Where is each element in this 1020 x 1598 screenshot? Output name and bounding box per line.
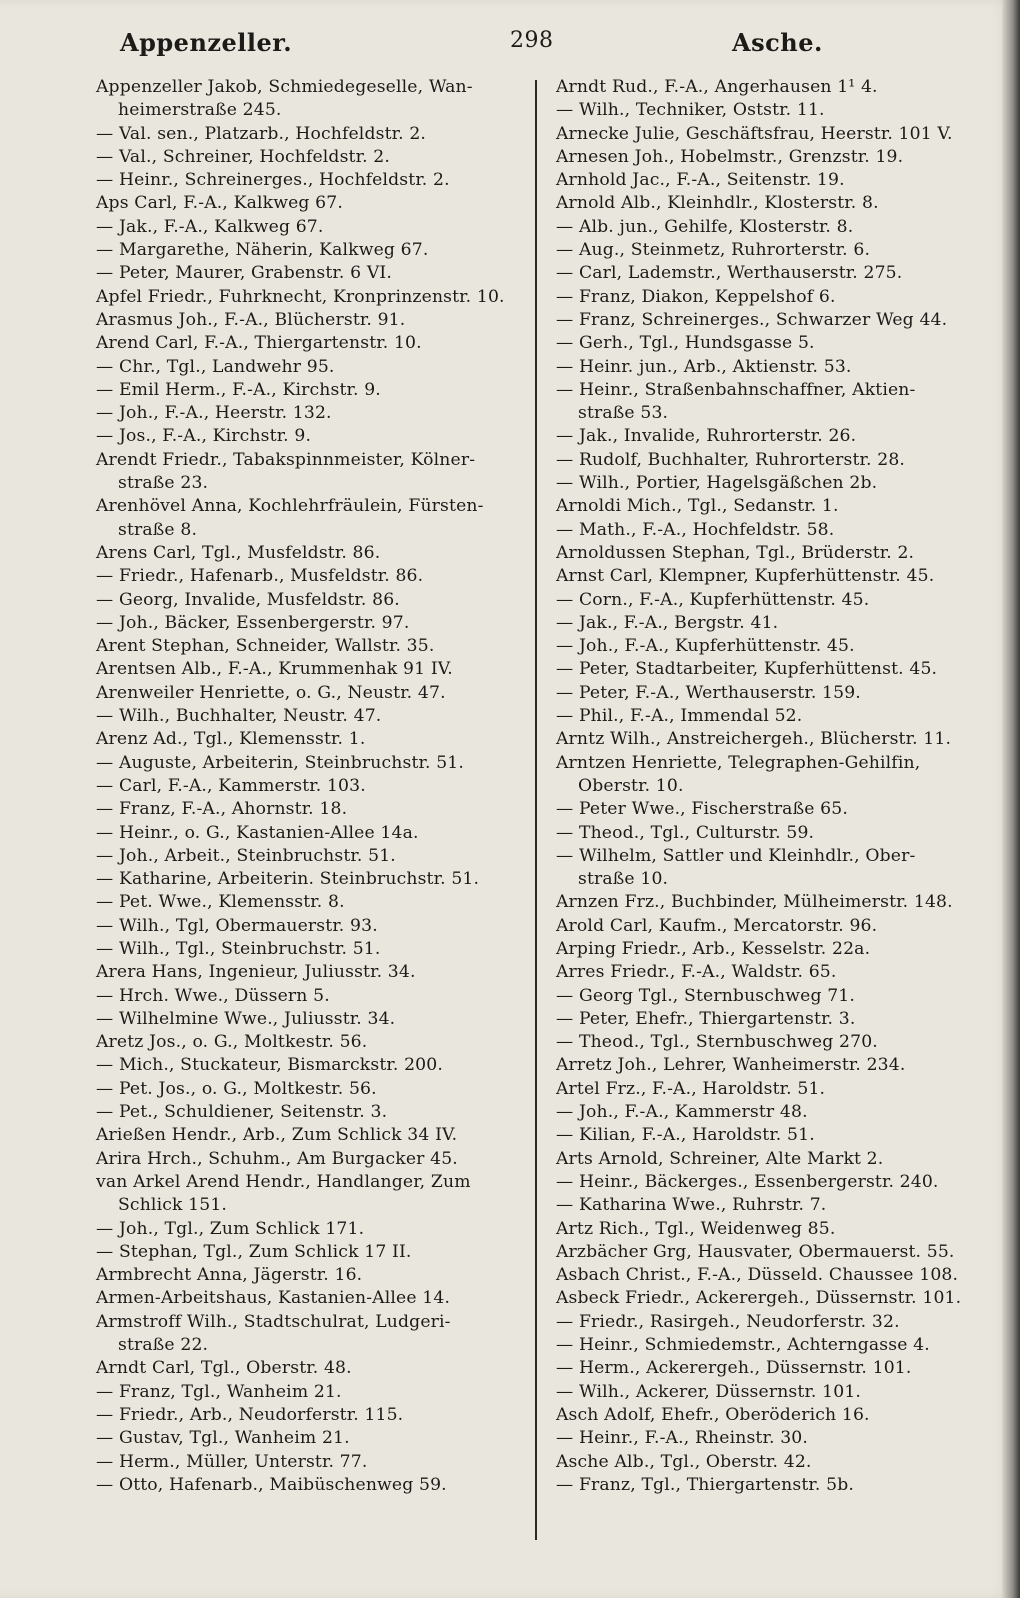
directory-entry: — Theod., Tgl., Sternbuschweg 270. xyxy=(556,1032,878,1053)
directory-entry: Arendt Friedr., Tabakspinnmeister, Kölner- straße 23. xyxy=(96,449,476,494)
directory-entry: — Heinr., o. G., Kastanien-Allee 14a. xyxy=(96,822,419,843)
page-number: 298 xyxy=(510,28,554,53)
directory-entry: — Franz, Schreinerges., Schwarzer Weg 44. xyxy=(556,309,948,330)
directory-entry: Arntzen Henriette, Telegraphen-Gehilfin, Oberstr. 10. xyxy=(556,752,921,796)
directory-entry: — Aug., Steinmetz, Ruhrorterstr. 6. xyxy=(556,240,871,261)
directory-entry: Arnhold Jac., F.-A., Seitenstr. 19. xyxy=(556,170,845,191)
directory-entry: — Heinr., Schreinerges., Hochfeldstr. 2. xyxy=(96,170,450,191)
directory-entry: Armbrecht Anna, Jägerstr. 16. xyxy=(96,1265,363,1286)
directory-entry: — Jak., Invalide, Ruhrorterstr. 26. xyxy=(556,426,857,447)
directory-entry: — Katharine, Arbeiterin. Steinbruchstr. 51. xyxy=(96,869,480,890)
directory-entry: — Math., F.-A., Hochfeldstr. 58. xyxy=(556,519,835,540)
directory-entry: — Otto, Hafenarb., Maibüschenweg 59. xyxy=(96,1474,447,1495)
directory-entry: Artz Rich., Tgl., Weidenweg 85. xyxy=(556,1218,836,1239)
directory-entry: — Joh., F.-A., Kammerstr 48. xyxy=(556,1102,808,1123)
directory-entry: — Phil., F.-A., Immendal 52. xyxy=(556,706,803,727)
directory-entry: Arera Hans, Ingenieur, Juliusstr. 34. xyxy=(96,962,416,983)
directory-entry: Arenweiler Henriette, o. G., Neustr. 47. xyxy=(96,682,446,703)
directory-entry: — Herm., Müller, Unterstr. 77. xyxy=(96,1451,368,1472)
directory-entry: — Franz, F.-A., Ahornstr. 18. xyxy=(96,799,348,820)
directory-entry: — Franz, Tgl., Wanheim 21. xyxy=(96,1381,342,1402)
directory-entry: — Georg, Invalide, Musfeldstr. 86. xyxy=(96,589,400,610)
directory-entry: — Jos., F.-A., Kirchstr. 9. xyxy=(96,426,312,447)
directory-entry: Arndt Rud., F.-A., Angerhausen 1¹ 4. xyxy=(556,77,878,97)
directory-entry: Asbach Christ., F.-A., Düsseld. Chaussee 108. xyxy=(556,1265,959,1286)
directory-entry: Arießen Hendr., Arb., Zum Schlick 34 IV. xyxy=(96,1125,458,1146)
directory-entry: — Stephan, Tgl., Zum Schlick 17 II. xyxy=(96,1241,412,1262)
directory-entry: Asbeck Friedr., Ackerergeh., Düssernstr. 101. xyxy=(556,1288,962,1309)
column-divider xyxy=(535,80,537,1540)
directory-entry: — Joh., Tgl., Zum Schlick 171. xyxy=(96,1218,365,1239)
directory-entry: Arntz Wilh., Anstreichergeh., Blücherstr. 11. xyxy=(556,729,952,750)
directory-entry: Arndt Carl, Tgl., Oberstr. 48. xyxy=(96,1358,352,1379)
header-left-keyword: Appenzeller. xyxy=(120,28,293,57)
directory-entry: Asche Alb., Tgl., Oberstr. 42. xyxy=(556,1451,812,1472)
directory-entry: — Kilian, F.-A., Haroldstr. 51. xyxy=(556,1125,815,1146)
directory-entry: — Rudolf, Buchhalter, Ruhrorterstr. 28. xyxy=(556,449,906,470)
directory-entry: — Franz, Tgl., Thiergartenstr. 5b. xyxy=(556,1474,854,1495)
directory-entry: Arnesen Joh., Hobelmstr., Grenzstr. 19. xyxy=(556,146,904,167)
directory-entry: Arentsen Alb., F.-A., Krummenhak 91 IV. xyxy=(96,659,453,680)
directory-entry: Arnoldussen Stephan, Tgl., Brüderstr. 2. xyxy=(556,542,915,563)
directory-entry: — Heinr., Bäckerges., Essenbergerstr. 240. xyxy=(556,1171,939,1192)
directory-entry: — Val. sen., Platzarb., Hochfeldstr. 2. xyxy=(96,123,427,144)
directory-entry: — Peter, F.-A., Werthauserstr. 159. xyxy=(556,682,861,703)
directory-entry: — Peter, Maurer, Grabenstr. 6 VI. xyxy=(96,263,392,284)
directory-entry: Arend Carl, F.-A., Thiergartenstr. 10. xyxy=(96,333,422,354)
directory-entry: — Alb. jun., Gehilfe, Klosterstr. 8. xyxy=(556,216,854,237)
directory-entry: — Corn., F.-A., Kupferhüttenstr. 45. xyxy=(556,589,870,610)
page-edge-shadow xyxy=(1002,0,1020,1598)
directory-entry: — Carl, F.-A., Kammerstr. 103. xyxy=(96,775,366,796)
directory-entry: — Wilh., Techniker, Oststr. 11. xyxy=(556,100,825,121)
directory-entry: Arnzen Frz., Buchbinder, Mülheimerstr. 148. xyxy=(556,892,953,913)
directory-entry: Aps Carl, F.-A., Kalkweg 67. xyxy=(96,193,343,214)
directory-entry: — Carl, Lademstr., Werthauserstr. 275. xyxy=(556,263,903,284)
directory-entry: Arasmus Joh., F.-A., Blücherstr. 91. xyxy=(96,309,406,330)
directory-entry: Arzbächer Grg, Hausvater, Obermauerst. 55. xyxy=(556,1241,955,1262)
directory-entry: — Mich., Stuckateur, Bismarckstr. 200. xyxy=(96,1055,443,1076)
directory-entry: — Chr., Tgl., Landwehr 95. xyxy=(96,356,335,377)
directory-entry: Arres Friedr., F.-A., Waldstr. 65. xyxy=(556,962,837,983)
directory-entry: — Theod., Tgl., Culturstr. 59. xyxy=(556,822,815,843)
directory-entry: Aretz Jos., o. G., Moltkestr. 56. xyxy=(96,1032,368,1053)
directory-entry: — Franz, Diakon, Keppelshof 6. xyxy=(556,286,836,307)
left-column xyxy=(96,76,516,1497)
directory-entry: — Wilh., Ackerer, Düssernstr. 101. xyxy=(556,1381,862,1402)
directory-entry: van Arkel Arend Hendr., Handlanger, Zum Schlick 151. xyxy=(96,1171,471,1216)
directory-entry: — Joh., Bäcker, Essenbergerstr. 97. xyxy=(96,612,410,633)
directory-entry: — Friedr., Arb., Neudorferstr. 115. xyxy=(96,1404,404,1425)
directory-entry: Armstroff Wilh., Stadtschulrat, Ludgeri- straße 22. xyxy=(96,1311,451,1356)
directory-entry: — Peter, Ehefr., Thiergartenstr. 3. xyxy=(556,1008,856,1029)
directory-entry: — Heinr., Schmiedemstr., Achterngasse 4. xyxy=(556,1335,930,1356)
header-right-keyword: Asche. xyxy=(732,28,823,57)
directory-entry: — Joh., F.-A., Kupferhüttenstr. 45. xyxy=(556,636,855,657)
directory-entry: Arnoldi Mich., Tgl., Sedanstr. 1. xyxy=(556,496,839,517)
directory-entry: — Wilh., Tgl., Steinbruchstr. 51. xyxy=(96,938,381,959)
directory-entry: Artel Frz., F.-A., Haroldstr. 51. xyxy=(556,1078,826,1099)
directory-entry: Appenzeller Jakob, Schmiedegeselle, Wan- heimerstraße 245. xyxy=(96,77,473,121)
directory-entry: — Hrch. Wwe., Düssern 5. xyxy=(96,985,330,1006)
directory-entry: — Georg Tgl., Sternbuschweg 71. xyxy=(556,985,855,1006)
directory-entry: Arnold Alb., Kleinhdlr., Klosterstr. 8. xyxy=(556,193,879,214)
directory-entry: Asch Adolf, Ehefr., Oberöderich 16. xyxy=(556,1404,870,1425)
directory-entry: Arretz Joh., Lehrer, Wanheimerstr. 234. xyxy=(556,1055,906,1076)
directory-entry: — Pet. Wwe., Klemensstr. 8. xyxy=(96,892,345,913)
directory-entry: — Jak., F.-A., Kalkweg 67. xyxy=(96,216,324,237)
directory-entry: Arping Friedr., Arb., Kesselstr. 22a. xyxy=(556,938,871,959)
directory-entry: — Wilh., Tgl, Obermauerstr. 93. xyxy=(96,915,378,936)
directory-entry: — Heinr., F.-A., Rheinstr. 30. xyxy=(556,1428,808,1449)
directory-entry: — Auguste, Arbeiterin, Steinbruchstr. 51. xyxy=(96,752,464,773)
directory-entry: — Herm., Ackerergeh., Düssernstr. 101. xyxy=(556,1358,912,1379)
right-column xyxy=(556,76,976,1497)
directory-entry: — Heinr., Straßenbahnschaffner, Aktien- straße 53. xyxy=(556,379,916,424)
directory-entry: — Pet., Schuldiener, Seitenstr. 3. xyxy=(96,1102,388,1123)
directory-entry: — Gustav, Tgl., Wanheim 21. xyxy=(96,1428,350,1449)
directory-entry: Arens Carl, Tgl., Musfeldstr. 86. xyxy=(96,542,381,563)
directory-entry: Arts Arnold, Schreiner, Alte Markt 2. xyxy=(556,1148,884,1169)
directory-entry: — Pet. Jos., o. G., Moltkestr. 56. xyxy=(96,1078,377,1099)
directory-entry: — Wilh., Buchhalter, Neustr. 47. xyxy=(96,706,382,727)
directory-entry: Arnst Carl, Klempner, Kupferhüttenstr. 45. xyxy=(556,566,935,587)
directory-entry: Arenhövel Anna, Kochlehrfräulein, Fürsten- straße 8. xyxy=(96,496,484,540)
directory-entry: Arenz Ad., Tgl., Klemensstr. 1. xyxy=(96,729,366,750)
directory-entry: — Wilh., Portier, Hagelsgäßchen 2b. xyxy=(556,473,878,494)
page-header xyxy=(92,28,982,68)
directory-entry: Armen-Arbeitshaus, Kastanien-Allee 14. xyxy=(96,1288,451,1309)
directory-entry: — Friedr., Hafenarb., Musfeldstr. 86. xyxy=(96,566,424,587)
directory-entry: — Gerh., Tgl., Hundsgasse 5. xyxy=(556,333,815,354)
directory-entry: — Val., Schreiner, Hochfeldstr. 2. xyxy=(96,146,391,167)
directory-entry: — Peter, Stadtarbeiter, Kupferhüttenst. 45. xyxy=(556,659,938,680)
directory-entry: — Emil Herm., F.-A., Kirchstr. 9. xyxy=(96,379,381,400)
directory-entry: Arent Stephan, Schneider, Wallstr. 35. xyxy=(96,636,435,657)
directory-entry: — Wilhelm, Sattler und Kleinhdlr., Ober- straße 10. xyxy=(556,845,916,890)
directory-entry: — Joh., Arbeit., Steinbruchstr. 51. xyxy=(96,845,396,866)
directory-entry: Arira Hrch., Schuhm., Am Burgacker 45. xyxy=(96,1148,458,1169)
directory-entry: — Katharina Wwe., Ruhrstr. 7. xyxy=(556,1195,827,1216)
directory-entry: Arnecke Julie, Geschäftsfrau, Heerstr. 101 V. xyxy=(556,123,953,144)
directory-entry: Apfel Friedr., Fuhrknecht, Kronprinzenstr. 10. xyxy=(96,286,505,307)
directory-entry: — Wilhelmine Wwe., Juliusstr. 34. xyxy=(96,1008,396,1029)
directory-entry: Arold Carl, Kaufm., Mercatorstr. 96. xyxy=(556,915,878,936)
directory-entry: — Jak., F.-A., Bergstr. 41. xyxy=(556,612,779,633)
directory-entry: — Friedr., Rasirgeh., Neudorferstr. 32. xyxy=(556,1311,900,1332)
directory-entry: — Margarethe, Näherin, Kalkweg 67. xyxy=(96,240,429,261)
directory-entry: — Peter Wwe., Fischerstraße 65. xyxy=(556,799,848,820)
directory-entry: — Heinr. jun., Arb., Aktienstr. 53. xyxy=(556,356,852,377)
directory-entry: — Joh., F.-A., Heerstr. 132. xyxy=(96,403,332,424)
